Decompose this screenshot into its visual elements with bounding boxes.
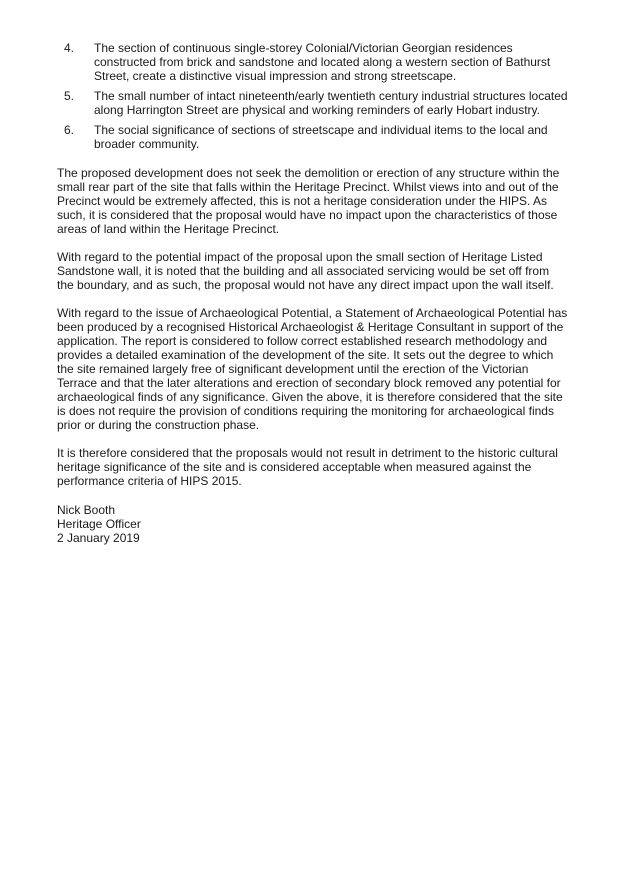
signature-block — [57, 503, 569, 545]
paragraph-archaeological-potential: With regard to the issue of Archaeological Potential, a Statement of Archaeological Potential has been produced by a recognised Historical Archaeologist & Heritage Consultant in support of the application. The report is considered to follow correct established research methodology and provides a detailed examination of the development of the site. It sets out the degree to which the site remained largely free of significant development until the erection of the Victorian Terrace and that the later alterations and erection of secondary block removed any potential for archaeological finds of any significance. Given the above, it is therefore considered that the site is does not require the provision of conditions requiring the monitoring for archaeological finds prior or during the construction phase. — [57, 306, 568, 432]
list-item-number: 5. — [64, 89, 75, 103]
heritage-criteria-list — [57, 41, 569, 151]
list-item — [57, 89, 569, 117]
signatory-role: Heritage Officer — [57, 517, 141, 531]
list-item-number: 6. — [64, 123, 75, 137]
paragraph-sandstone-wall: With regard to the potential impact of the proposal upon the small section of Heritage Listed Sandstone wall, it is noted that the building and all associated servicing would be set off from the boundary, and as such, the proposal would not have any direct impact upon the wall itself. — [57, 250, 554, 292]
document-body — [57, 41, 569, 545]
list-item — [57, 41, 569, 83]
list-item — [57, 123, 569, 151]
signatory-name: Nick Booth — [57, 503, 116, 517]
paragraph-heritage-precinct: The proposed development does not seek the demolition or erection of any structure within the small rear part of the site that falls within the Heritage Precinct. Whilst views into and out of the Precinct would be extremely affected, this is not a heritage consideration under the HIPS. As such, it is considered that the proposal would have no impact upon the characteristics of those areas of land within the Heritage Precinct. — [57, 166, 560, 236]
list-item-number: 4. — [64, 41, 75, 55]
list-item-text: The social significance of sections of streetscape and individual items to the local and broader community. — [94, 123, 548, 151]
list-item-text: The section of continuous single-storey Colonial/Victorian Georgian residences constructed from brick and sandstone and located along a western section of Bathurst Street, create a distinctive visual impression and strong streetscape. — [94, 41, 551, 83]
list-item-text: The small number of intact nineteenth/early twentieth century industrial structures located along Harrington Street are physical and working reminders of early Hobart industry. — [94, 89, 568, 117]
paragraph-conclusion: It is therefore considered that the proposals would not result in detriment to the historic cultural heritage significance of the site and is considered acceptable when measured against the performance criteria of HIPS 2015. — [57, 446, 558, 488]
signature-date: 2 January 2019 — [57, 531, 140, 545]
